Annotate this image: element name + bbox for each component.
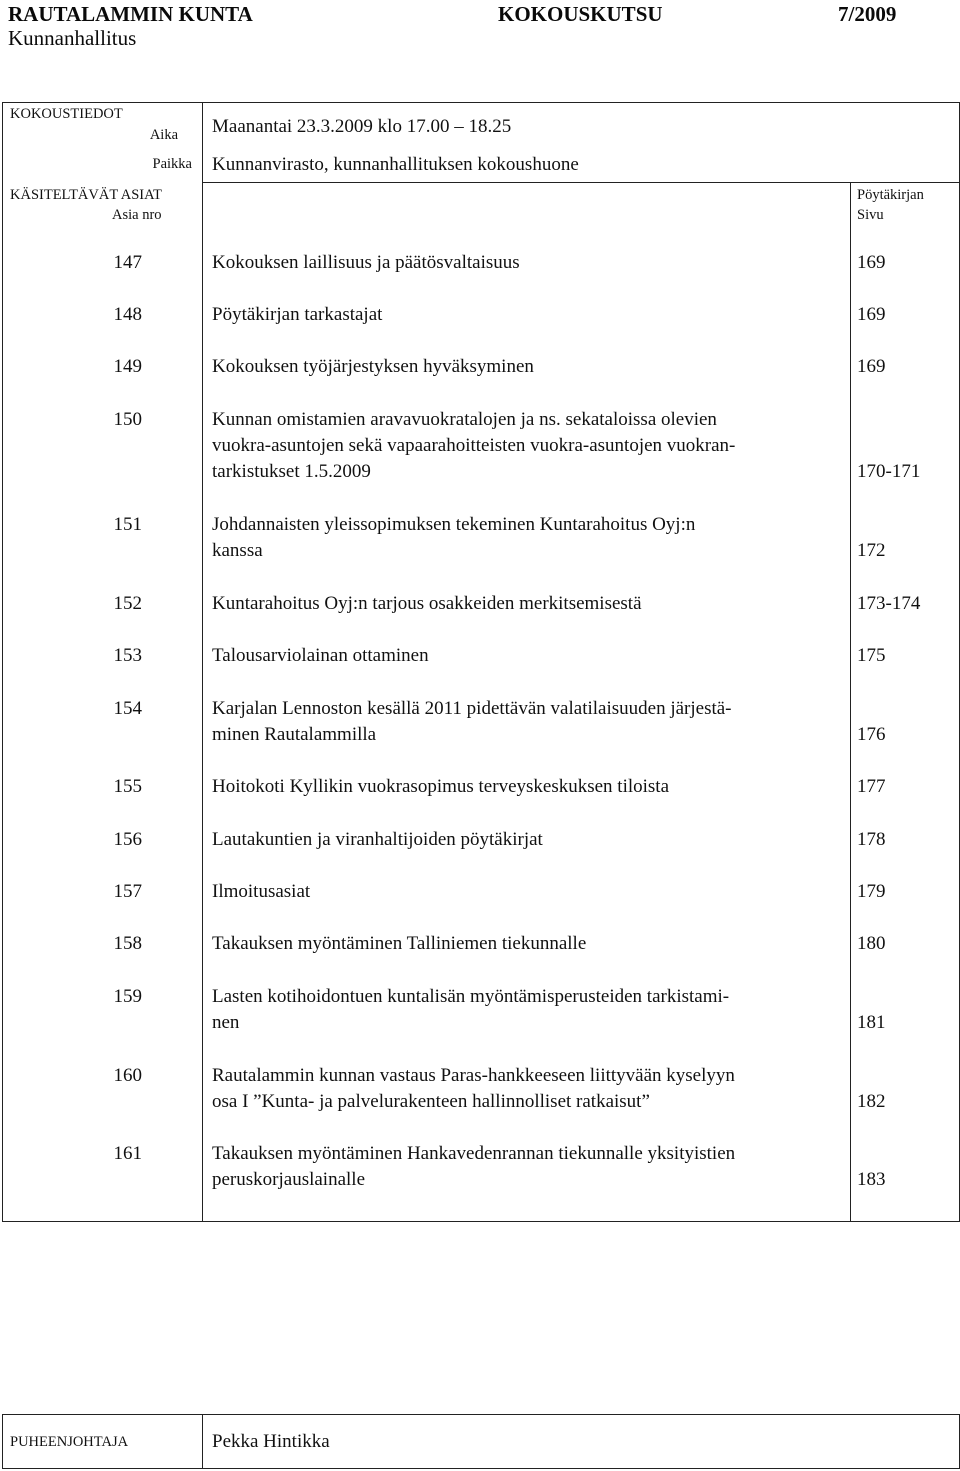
item-number: 148 xyxy=(113,304,142,325)
time-label: Aika xyxy=(149,127,178,143)
item-page: 170-171 xyxy=(857,461,921,482)
chair-name: Pekka Hintikka xyxy=(212,1431,330,1452)
board-name: Kunnanhallitus xyxy=(8,26,137,50)
chair-label: PUHEENJOHTAJA xyxy=(10,1434,129,1450)
item-title: Talousarviolainan ottaminen xyxy=(212,645,429,666)
item-title: Pöytäkirjan tarkastajat xyxy=(212,304,383,325)
item-title: Ilmoitusasiat xyxy=(212,881,311,902)
agenda-section-label: KÄSITELTÄVÄT ASIAT xyxy=(10,187,162,203)
item-page: 173-174 xyxy=(857,593,921,614)
frame-divider-left xyxy=(202,102,203,1222)
item-title: Kuntarahoitus Oyj:n tarjous osakkeiden merkitsemisestä xyxy=(212,593,642,614)
item-page: 179 xyxy=(857,881,886,902)
item-title: Lasten kotihoidontuen kuntalisän myöntämisperusteiden tarkistami- nen xyxy=(212,986,730,1033)
item-page: 178 xyxy=(857,829,886,850)
item-number: 155 xyxy=(113,776,142,797)
item-title: Rautalammin kunnan vastaus Paras-hankkeeseen liittyvään kyselyyn osa I ”Kunta- ja palvelurakenteen hallinnolliset ratkaisut” xyxy=(212,1065,735,1112)
item-title: Lautakuntien ja viranhaltijoiden pöytäkirjat xyxy=(212,829,543,850)
item-page: 169 xyxy=(857,252,886,273)
frame-divider-horizontal xyxy=(202,182,960,183)
item-title: Kunnan omistamien aravavuokratalojen ja ns. sekataloissa olevien vuokra-asuntojen sekä vapaarahoitteisten vuokra-asuntojen vuokran- tarkistukset 1.5.2009 xyxy=(212,409,736,482)
meeting-place: Kunnanvirasto, kunnanhallituksen kokoushuone xyxy=(212,154,579,175)
item-number: 159 xyxy=(113,986,142,1007)
item-number: 160 xyxy=(113,1065,142,1086)
item-page: 169 xyxy=(857,304,886,325)
frame-divider-right xyxy=(850,182,851,1222)
item-number: 152 xyxy=(113,593,142,614)
signature-divider xyxy=(202,1414,203,1469)
meeting-info-label: KOKOUSTIEDOT xyxy=(10,106,123,122)
item-number-label: Asia nro xyxy=(112,207,162,223)
document-type: KOKOUSKUTSU xyxy=(498,2,663,26)
item-page: 180 xyxy=(857,933,886,954)
item-page: 177 xyxy=(857,776,886,797)
item-page: 181 xyxy=(857,1012,886,1033)
municipality-name: RAUTALAMMIN KUNTA xyxy=(8,2,253,26)
item-number: 149 xyxy=(113,356,142,377)
item-number: 161 xyxy=(113,1143,142,1164)
item-title: Kokouksen työjärjestyksen hyväksyminen xyxy=(212,356,534,377)
minutes-page-label: Pöytäkirjan xyxy=(857,187,924,203)
item-title: Hoitokoti Kyllikin vuokrasopimus terveyskeskuksen tiloista xyxy=(212,776,670,797)
item-number: 153 xyxy=(113,645,142,666)
meeting-time: Maanantai 23.3.2009 klo 17.00 – 18.25 xyxy=(212,116,512,137)
signature-box xyxy=(2,1414,960,1469)
item-page: 175 xyxy=(857,645,886,666)
item-page: 183 xyxy=(857,1169,886,1190)
item-page: 172 xyxy=(857,540,886,561)
item-title: Takauksen myöntäminen Hankavedenrannan tiekunnalle yksityistien peruskorjauslainalle xyxy=(212,1143,736,1190)
item-title: Karjalan Lennoston kesällä 2011 pidettävän valatilaisuuden järjestä- minen Rautalammilla xyxy=(212,698,732,745)
item-number: 154 xyxy=(113,698,142,719)
page-column-label: Sivu xyxy=(857,207,884,223)
item-number: 156 xyxy=(113,829,142,850)
item-number: 150 xyxy=(113,409,142,430)
item-page: 176 xyxy=(857,724,886,745)
document-number: 7/2009 xyxy=(838,2,897,26)
place-label: Paikka xyxy=(152,156,192,172)
item-number: 147 xyxy=(113,252,142,273)
item-title: Kokouksen laillisuus ja päätösvaltaisuus xyxy=(212,252,520,273)
item-page: 182 xyxy=(857,1091,886,1112)
item-number: 157 xyxy=(113,881,142,902)
item-title: Takauksen myöntäminen Talliniemen tiekunnalle xyxy=(212,933,587,954)
item-title: Johdannaisten yleissopimuksen tekeminen Kuntarahoitus Oyj:n kanssa xyxy=(212,514,696,561)
item-page: 169 xyxy=(857,356,886,377)
item-number: 151 xyxy=(113,514,142,535)
item-number: 158 xyxy=(113,933,142,954)
